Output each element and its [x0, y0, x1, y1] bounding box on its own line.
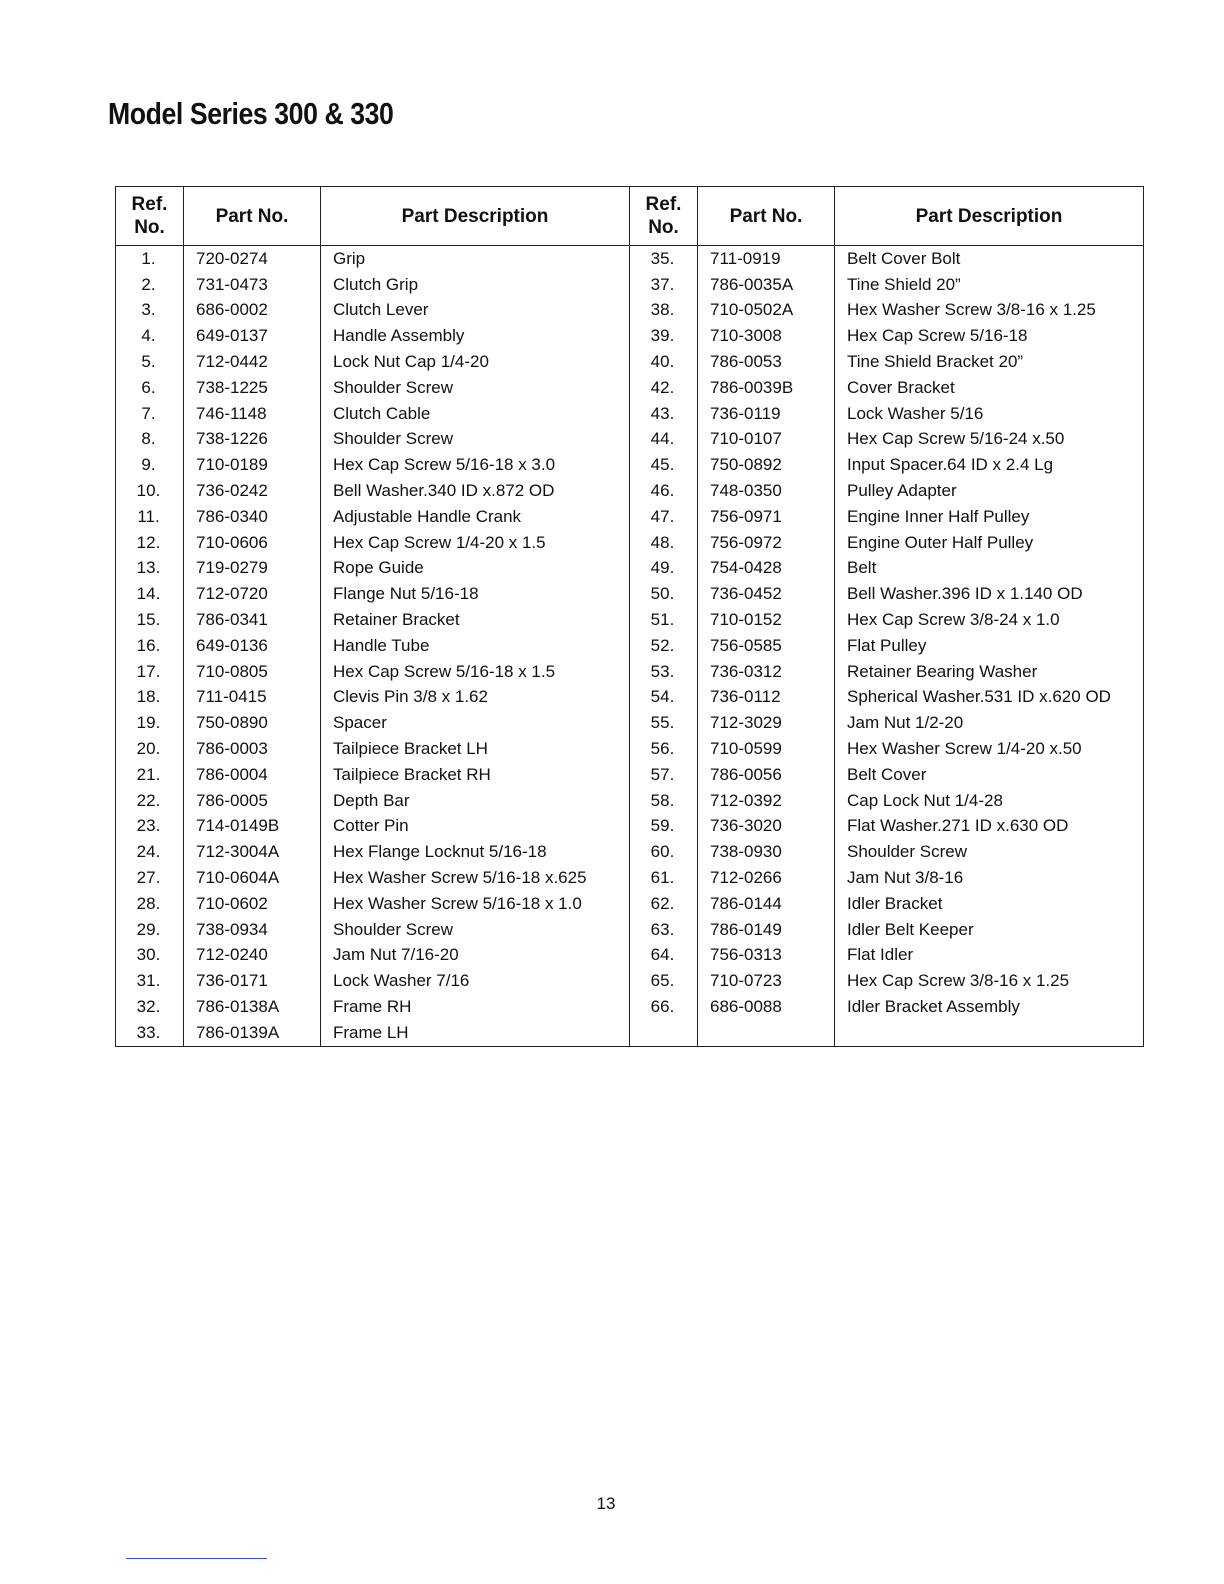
ref-no-cell: 33.	[116, 1020, 184, 1046]
table-row	[116, 298, 1144, 324]
ref-no-cell: 62.	[630, 891, 698, 917]
part-no-cell: 786-0039B	[698, 375, 835, 401]
parts-table-body	[116, 246, 1144, 1047]
part-no-cell: 786-0004	[184, 762, 321, 788]
part-no-cell: 714-0149B	[184, 814, 321, 840]
part-description-cell: Handle Assembly	[321, 323, 630, 349]
part-description-cell: Hex Cap Screw 3/8-24 x 1.0	[835, 607, 1144, 633]
part-no-cell: 736-0242	[184, 478, 321, 504]
ref-no-cell: 32.	[116, 994, 184, 1020]
ref-no-cell: 55.	[630, 710, 698, 736]
part-no-cell: 712-0720	[184, 581, 321, 607]
part-no-cell: 712-0442	[184, 349, 321, 375]
part-description-cell: Shoulder Screw	[835, 839, 1144, 865]
ref-no-cell: 40.	[630, 349, 698, 375]
ref-no-cell: 8.	[116, 427, 184, 453]
part-no-cell: 686-0002	[184, 298, 321, 324]
ref-no-cell: 49.	[630, 556, 698, 582]
ref-no-cell: 51.	[630, 607, 698, 633]
part-no-cell: 756-0585	[698, 633, 835, 659]
part-description-cell: Hex Flange Locknut 5/16-18	[321, 839, 630, 865]
part-description-cell: Engine Outer Half Pulley	[835, 530, 1144, 556]
part-description-cell: Depth Bar	[321, 788, 630, 814]
part-no-cell: 736-3020	[698, 814, 835, 840]
part-description-cell: Frame LH	[321, 1020, 630, 1046]
ref-no-cell: 42.	[630, 375, 698, 401]
part-description-cell: Retainer Bracket	[321, 607, 630, 633]
table-row	[116, 272, 1144, 298]
part-no-cell: 710-0602	[184, 891, 321, 917]
part-no-cell: 710-0189	[184, 452, 321, 478]
part-description-cell: Clutch Grip	[321, 272, 630, 298]
ref-no-cell: 9.	[116, 452, 184, 478]
ref-no-cell: 56.	[630, 736, 698, 762]
part-description-cell: Clutch Lever	[321, 298, 630, 324]
part-description-cell: Belt	[835, 556, 1144, 582]
ref-no-cell	[630, 1020, 698, 1046]
part-description-cell: Flat Idler	[835, 943, 1144, 969]
part-no-cell: 750-0892	[698, 452, 835, 478]
part-no-cell: 786-0340	[184, 504, 321, 530]
ref-no-cell: 19.	[116, 710, 184, 736]
part-description-cell: Idler Belt Keeper	[835, 917, 1144, 943]
part-no-cell: 710-0107	[698, 427, 835, 453]
ref-no-cell: 16.	[116, 633, 184, 659]
table-row	[116, 607, 1144, 633]
part-no-cell: 786-0056	[698, 762, 835, 788]
part-description-cell: Bell Washer.396 ID x 1.140 OD	[835, 581, 1144, 607]
part-no-cell: 754-0428	[698, 556, 835, 582]
part-no-cell: 736-0119	[698, 401, 835, 427]
part-no-cell: 786-0053	[698, 349, 835, 375]
part-no-cell: 710-3008	[698, 323, 835, 349]
table-row	[116, 943, 1144, 969]
part-description-cell: Hex Cap Screw 5/16-18 x 1.5	[321, 659, 630, 685]
table-row	[116, 891, 1144, 917]
footer-rule	[126, 1558, 267, 1559]
table-row	[116, 401, 1144, 427]
part-description-cell: Hex Washer Screw 5/16-18 x 1.0	[321, 891, 630, 917]
part-description-cell: Belt Cover	[835, 762, 1144, 788]
part-no-cell: 710-0723	[698, 968, 835, 994]
part-no-cell: 686-0088	[698, 994, 835, 1020]
table-row	[116, 659, 1144, 685]
table-row	[116, 762, 1144, 788]
ref-no-cell: 66.	[630, 994, 698, 1020]
part-description-cell: Flat Pulley	[835, 633, 1144, 659]
ref-no-cell: 2.	[116, 272, 184, 298]
ref-no-cell: 24.	[116, 839, 184, 865]
ref-no-cell: 54.	[630, 685, 698, 711]
table-row	[116, 968, 1144, 994]
ref-no-cell: 12.	[116, 530, 184, 556]
part-description-cell: Idler Bracket Assembly	[835, 994, 1144, 1020]
table-row	[116, 478, 1144, 504]
part-description-cell: Adjustable Handle Crank	[321, 504, 630, 530]
part-description-cell: Retainer Bearing Washer	[835, 659, 1144, 685]
ref-no-cell: 14.	[116, 581, 184, 607]
part-description-cell: Cap Lock Nut 1/4-28	[835, 788, 1144, 814]
table-row	[116, 736, 1144, 762]
part-description-cell: Hex Cap Screw 3/8-16 x 1.25	[835, 968, 1144, 994]
part-no-cell: 710-0599	[698, 736, 835, 762]
table-row	[116, 865, 1144, 891]
table-row	[116, 710, 1144, 736]
part-no-cell: 738-0934	[184, 917, 321, 943]
part-description-cell: Hex Washer Screw 5/16-18 x.625	[321, 865, 630, 891]
part-no-cell: 756-0313	[698, 943, 835, 969]
part-description-cell: Cotter Pin	[321, 814, 630, 840]
part-no-cell: 786-0341	[184, 607, 321, 633]
header-ref-no: Ref. No.	[630, 187, 698, 246]
header-part-no: Part No.	[698, 187, 835, 246]
header-part-description: Part Description	[321, 187, 630, 246]
part-description-cell: Spacer	[321, 710, 630, 736]
ref-no-cell: 7.	[116, 401, 184, 427]
part-description-cell: Lock Washer 5/16	[835, 401, 1144, 427]
table-row	[116, 246, 1144, 272]
part-description-cell: Hex Washer Screw 1/4-20 x.50	[835, 736, 1144, 762]
ref-no-cell: 48.	[630, 530, 698, 556]
ref-no-cell: 43.	[630, 401, 698, 427]
part-no-cell: 786-0003	[184, 736, 321, 762]
header-part-description: Part Description	[835, 187, 1144, 246]
ref-no-cell: 58.	[630, 788, 698, 814]
part-description-cell: Tailpiece Bracket LH	[321, 736, 630, 762]
table-row	[116, 1020, 1144, 1046]
part-no-cell: 786-0035A	[698, 272, 835, 298]
parts-list-table	[115, 186, 1144, 1047]
part-description-cell: Hex Cap Screw 5/16-24 x.50	[835, 427, 1144, 453]
ref-no-cell: 13.	[116, 556, 184, 582]
part-no-cell: 750-0890	[184, 710, 321, 736]
part-no-cell: 712-0240	[184, 943, 321, 969]
part-no-cell: 756-0972	[698, 530, 835, 556]
table-row	[116, 814, 1144, 840]
part-description-cell: Frame RH	[321, 994, 630, 1020]
part-no-cell: 736-0112	[698, 685, 835, 711]
part-description-cell: Belt Cover Bolt	[835, 246, 1144, 272]
part-no-cell	[698, 1020, 835, 1046]
table-row	[116, 994, 1144, 1020]
part-description-cell: Bell Washer.340 ID x.872 OD	[321, 478, 630, 504]
ref-no-cell: 23.	[116, 814, 184, 840]
ref-no-cell: 65.	[630, 968, 698, 994]
table-row	[116, 788, 1144, 814]
table-row	[116, 685, 1144, 711]
table-row	[116, 452, 1144, 478]
table-row	[116, 504, 1144, 530]
part-description-cell: Flat Washer.271 ID x.630 OD	[835, 814, 1144, 840]
ref-no-cell: 44.	[630, 427, 698, 453]
part-description-cell: Shoulder Screw	[321, 917, 630, 943]
ref-no-cell: 20.	[116, 736, 184, 762]
part-description-cell: Jam Nut 3/8-16	[835, 865, 1144, 891]
part-no-cell: 710-0604A	[184, 865, 321, 891]
ref-no-cell: 37.	[630, 272, 698, 298]
ref-no-cell: 6.	[116, 375, 184, 401]
part-description-cell: Lock Washer 7/16	[321, 968, 630, 994]
part-description-cell: Rope Guide	[321, 556, 630, 582]
ref-no-cell: 21.	[116, 762, 184, 788]
ref-no-cell: 30.	[116, 943, 184, 969]
part-description-cell: Grip	[321, 246, 630, 272]
part-no-cell: 736-0312	[698, 659, 835, 685]
part-no-cell: 738-1226	[184, 427, 321, 453]
part-no-cell: 719-0279	[184, 556, 321, 582]
part-description-cell: Shoulder Screw	[321, 427, 630, 453]
part-description-cell	[835, 1020, 1144, 1046]
part-no-cell: 748-0350	[698, 478, 835, 504]
part-description-cell: Jam Nut 7/16-20	[321, 943, 630, 969]
ref-no-cell: 45.	[630, 452, 698, 478]
part-no-cell: 786-0005	[184, 788, 321, 814]
ref-no-cell: 27.	[116, 865, 184, 891]
table-row	[116, 323, 1144, 349]
ref-no-cell: 5.	[116, 349, 184, 375]
table-row	[116, 917, 1144, 943]
ref-no-cell: 15.	[116, 607, 184, 633]
ref-no-cell: 59.	[630, 814, 698, 840]
part-no-cell: 649-0137	[184, 323, 321, 349]
ref-no-cell: 52.	[630, 633, 698, 659]
table-row	[116, 556, 1144, 582]
part-description-cell: Hex Cap Screw 1/4-20 x 1.5	[321, 530, 630, 556]
ref-no-cell: 47.	[630, 504, 698, 530]
page-number: 13	[596, 1494, 616, 1513]
part-no-cell: 736-0452	[698, 581, 835, 607]
part-no-cell: 710-0152	[698, 607, 835, 633]
part-no-cell: 736-0171	[184, 968, 321, 994]
ref-no-cell: 38.	[630, 298, 698, 324]
part-no-cell: 786-0149	[698, 917, 835, 943]
ref-no-cell: 39.	[630, 323, 698, 349]
part-description-cell: Engine Inner Half Pulley	[835, 504, 1144, 530]
header-part-no: Part No.	[184, 187, 321, 246]
page-title: Model Series 300 & 330	[108, 96, 394, 131]
ref-no-cell: 29.	[116, 917, 184, 943]
part-no-cell: 756-0971	[698, 504, 835, 530]
ref-no-cell: 61.	[630, 865, 698, 891]
part-description-cell: Spherical Washer.531 ID x.620 OD	[835, 685, 1144, 711]
part-no-cell: 710-0805	[184, 659, 321, 685]
part-no-cell: 738-0930	[698, 839, 835, 865]
ref-no-cell: 31.	[116, 968, 184, 994]
part-description-cell: Tine Shield 20”	[835, 272, 1144, 298]
ref-no-cell: 60.	[630, 839, 698, 865]
part-no-cell: 786-0144	[698, 891, 835, 917]
ref-no-cell: 3.	[116, 298, 184, 324]
ref-no-cell: 35.	[630, 246, 698, 272]
part-no-cell: 711-0415	[184, 685, 321, 711]
part-description-cell: Lock Nut Cap 1/4-20	[321, 349, 630, 375]
table-row	[116, 375, 1144, 401]
table-row	[116, 427, 1144, 453]
part-description-cell: Shoulder Screw	[321, 375, 630, 401]
part-no-cell: 720-0274	[184, 246, 321, 272]
table-row	[116, 633, 1144, 659]
part-description-cell: Input Spacer.64 ID x 2.4 Lg	[835, 452, 1144, 478]
part-description-cell: Idler Bracket	[835, 891, 1144, 917]
header-ref-no: Ref. No.	[116, 187, 184, 246]
part-no-cell: 711-0919	[698, 246, 835, 272]
table-row	[116, 349, 1144, 375]
part-description-cell: Hex Cap Screw 5/16-18 x 3.0	[321, 452, 630, 478]
ref-no-cell: 64.	[630, 943, 698, 969]
table-header-row	[116, 187, 1144, 246]
ref-no-cell: 1.	[116, 246, 184, 272]
part-no-cell: 786-0138A	[184, 994, 321, 1020]
table-row	[116, 581, 1144, 607]
part-description-cell: Flange Nut 5/16-18	[321, 581, 630, 607]
ref-no-cell: 11.	[116, 504, 184, 530]
part-description-cell: Tailpiece Bracket RH	[321, 762, 630, 788]
part-no-cell: 738-1225	[184, 375, 321, 401]
part-description-cell: Jam Nut 1/2-20	[835, 710, 1144, 736]
part-no-cell: 786-0139A	[184, 1020, 321, 1046]
table-row	[116, 530, 1144, 556]
ref-no-cell: 57.	[630, 762, 698, 788]
ref-no-cell: 17.	[116, 659, 184, 685]
ref-no-cell: 10.	[116, 478, 184, 504]
ref-no-cell: 63.	[630, 917, 698, 943]
ref-no-cell: 28.	[116, 891, 184, 917]
part-no-cell: 746-1148	[184, 401, 321, 427]
part-no-cell: 712-0266	[698, 865, 835, 891]
part-description-cell: Hex Washer Screw 3/8-16 x 1.25	[835, 298, 1144, 324]
part-description-cell: Handle Tube	[321, 633, 630, 659]
part-no-cell: 710-0606	[184, 530, 321, 556]
ref-no-cell: 46.	[630, 478, 698, 504]
part-description-cell: Clevis Pin 3/8 x 1.62	[321, 685, 630, 711]
part-no-cell: 712-3004A	[184, 839, 321, 865]
part-no-cell: 731-0473	[184, 272, 321, 298]
part-description-cell: Pulley Adapter	[835, 478, 1144, 504]
part-description-cell: Tine Shield Bracket 20”	[835, 349, 1144, 375]
part-description-cell: Cover Bracket	[835, 375, 1144, 401]
ref-no-cell: 22.	[116, 788, 184, 814]
ref-no-cell: 18.	[116, 685, 184, 711]
table-row	[116, 839, 1144, 865]
part-no-cell: 712-3029	[698, 710, 835, 736]
ref-no-cell: 50.	[630, 581, 698, 607]
part-no-cell: 649-0136	[184, 633, 321, 659]
part-description-cell: Clutch Cable	[321, 401, 630, 427]
part-no-cell: 710-0502A	[698, 298, 835, 324]
ref-no-cell: 4.	[116, 323, 184, 349]
part-description-cell: Hex Cap Screw 5/16-18	[835, 323, 1144, 349]
ref-no-cell: 53.	[630, 659, 698, 685]
part-no-cell: 712-0392	[698, 788, 835, 814]
